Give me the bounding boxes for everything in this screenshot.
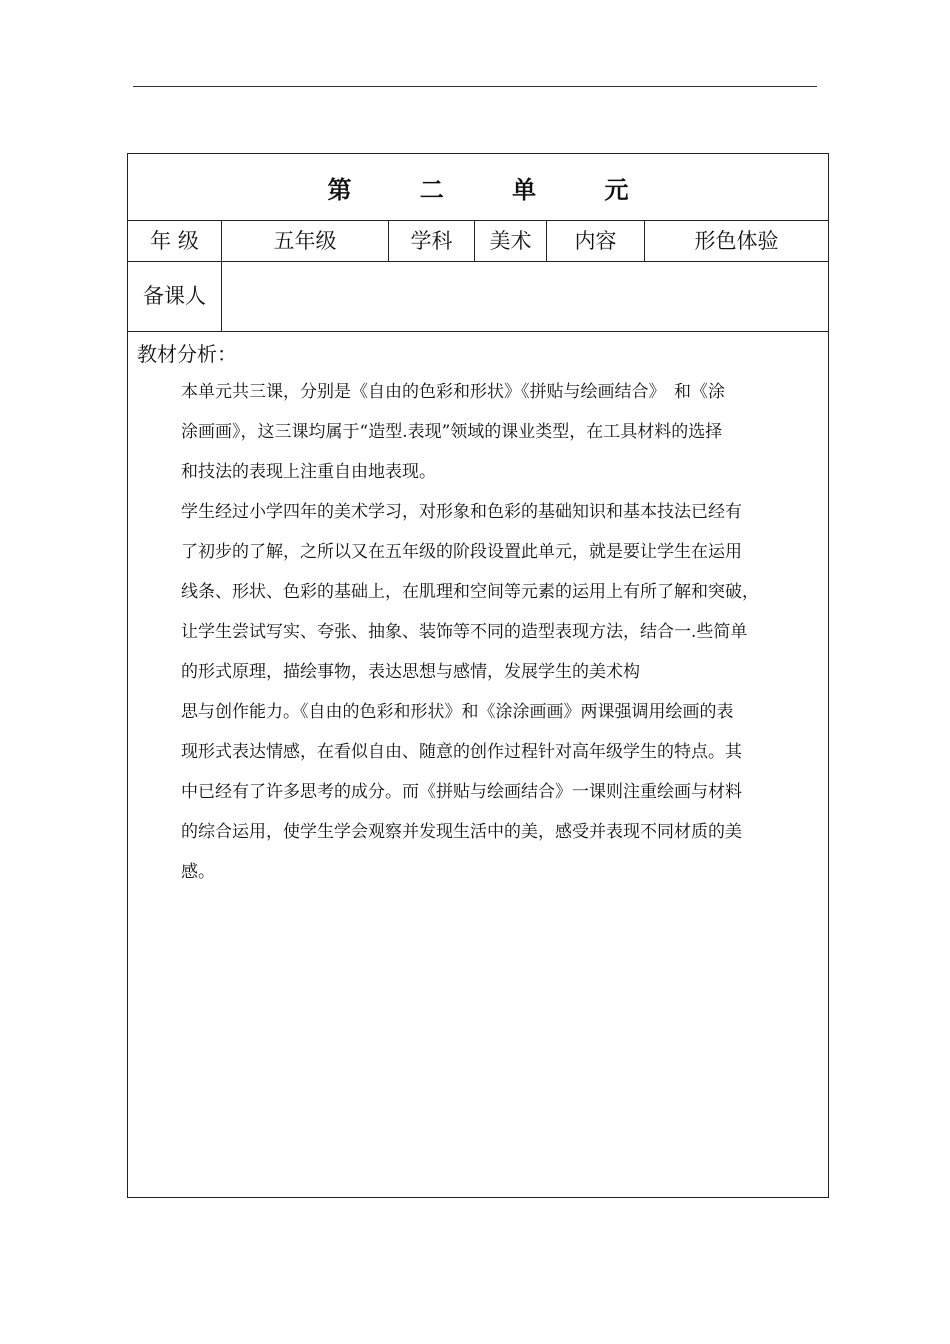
analysis-line: 中已经有了许多思考的成分。而《拼贴与绘画结合》一课则注重绘画与材料 [181,782,742,802]
content-value: 形色体验 [694,229,779,253]
analysis-line: 让学生尝试写实、夸张、抽象、装饰等不同的造型表现方法，结合一.些简单 [181,622,748,642]
unit-title: 第 二 单 元 [327,175,659,204]
subject-label: 学科 [389,221,475,261]
content-label: 内容 [547,221,645,261]
analysis-body [181,372,821,892]
title-row [128,154,828,221]
analysis-line: 现形式表达情感，在看似自由、随意的创作过程针对高年级学生的特点。其 [181,742,742,762]
preparer-value [222,262,828,331]
grade-label: 年 级 [128,221,222,261]
analysis-line: 思与创作能力。《自由的色彩和形状》和《涂涂画画》两课强调用绘画的表 [181,702,734,722]
info-row [128,221,828,262]
header-rule [133,86,817,87]
preparer-label: 备课人 [128,262,222,331]
lesson-plan-table [127,153,829,1198]
analysis-line: 的综合运用，使学生学会观察并发现生活中的美，感受并表现不同材质的美 [181,822,742,842]
analysis-heading: 教材分析： [137,342,237,366]
subject-value: 美术 [475,221,547,261]
analysis-line: 了初步的了解，之所以又在五年级的阶段设置此单元，就是要让学生在运用 [181,542,742,562]
preparer-row [128,262,828,332]
analysis-line: 学生经过小学四年的美术学习，对形象和色彩的基础知识和基本技法已经有 [181,502,742,522]
analysis-line: 的形式原理，描绘事物，表达思想与感情，发展学生的美术构 [181,662,640,682]
analysis-line: 感。 [181,862,215,882]
analysis-line: 本单元共三课，分别是《自由的色彩和形状》《拼贴与绘画结合》 和《涂 [181,382,725,402]
analysis-line: 线条、形状、色彩的基础上，在肌理和空间等元素的运用上有所了解和突破， [181,582,759,602]
analysis-line: 涂画画》，这三课均属于“造型.表现”领域的课业类型，在工具材料的选择 [181,422,723,442]
grade-value: 五年级 [222,221,389,261]
analysis-line: 和技法的表现上注重自由地表现。 [181,462,436,482]
